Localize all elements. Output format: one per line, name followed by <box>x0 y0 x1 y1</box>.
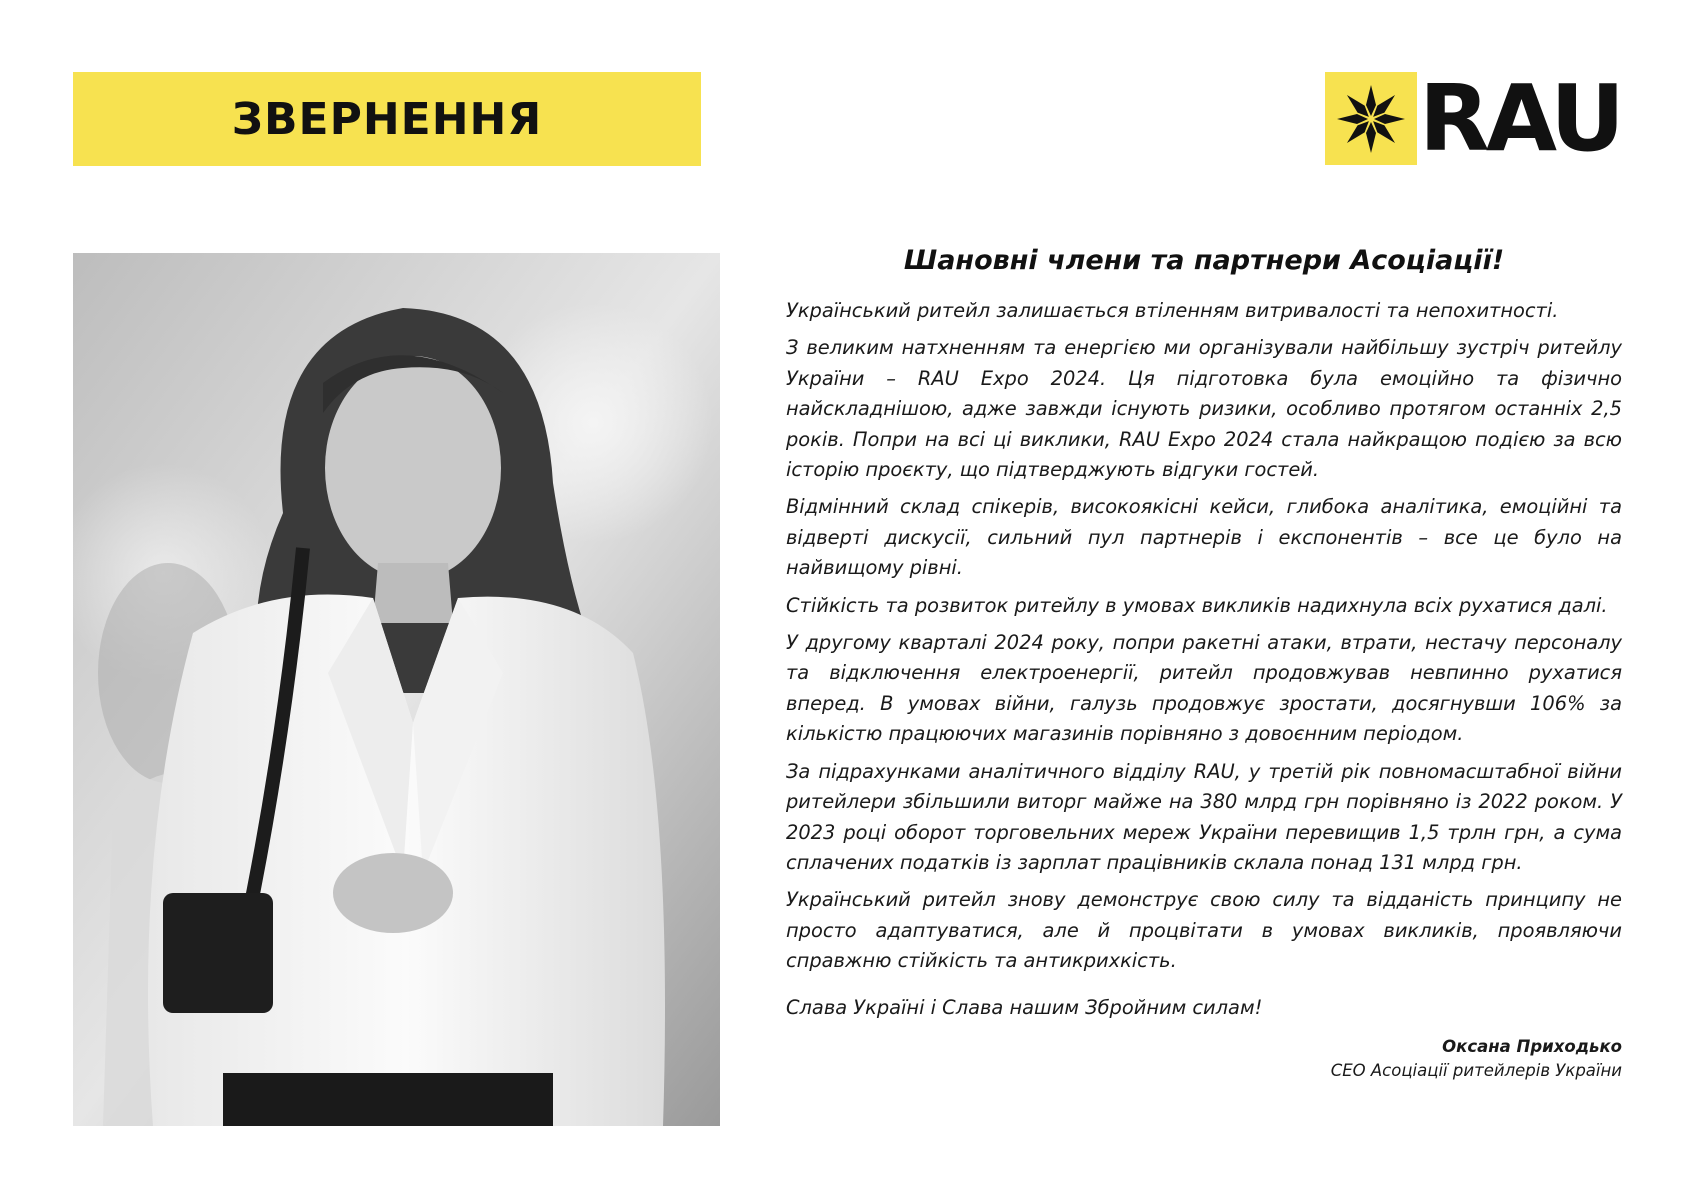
header-banner <box>73 72 701 166</box>
letter-closing: Слава Україні і Слава нашим Збройним силам! <box>786 995 1263 1019</box>
letter-body <box>786 245 1622 1083</box>
letter-paragraph: Український ритейл залишається втіленням витривалості та непохитності. <box>786 299 1559 322</box>
page-title: ЗВЕРНЕННЯ <box>231 93 543 145</box>
rau-logo <box>1325 64 1621 172</box>
letter-paragraph: За підрахунками аналітичного відділу RAU, у третій рік повномасштабної війни ритейлери збільшили виторг майже на 380 млрд грн порівняно із 2022 роком. У 2023 році оборот торговельних мереж України перевищив 1,5 трлн грн, а сума сплачених податків із зарплат працівників склала понад 131 млрд грн. <box>786 759 1622 874</box>
signature-role: CEO Асоціації ритейлерів України <box>1330 1060 1622 1080</box>
signature-name: Оксана Приходько <box>1442 1036 1622 1056</box>
letter-paragraph: Відмінний склад спікерів, високоякісні кейси, глибока аналітика, емоційні та відверті дискусії, сильний пул партнерів і експонентів – все це було на найвищому рівні. <box>786 495 1622 580</box>
letter-greeting: Шановні члени та партнери Асоціації! <box>903 245 1505 276</box>
letter-paragraph: Стійкість та розвиток ритейлу в умовах викликів надихнула всіх рухатися далі. <box>786 593 1608 617</box>
portrait-photo <box>73 253 720 1126</box>
eight-point-star-icon <box>1325 72 1417 165</box>
letter-paragraph: З великим натхненням та енергією ми організували найбільшу зустріч ритейлу України – RAU Expo 2024. Ця підготовка була емоційно та фізично найскладнішою, адже завжди існують ризики, особливо протягом останніх 2,5 років. Попри на всі ці виклики, RAU Expo 2024 стала найкращою подією за всю історію проєкту, що підтверджують відгуки гостей. <box>786 336 1622 482</box>
letter-paragraph: Український ритейл знову демонструє свою силу та відданість принципу не просто адаптуватися, але й процвітати в умовах викликів, проявляючи справжню стійкість та антикрихкість. <box>786 888 1622 973</box>
letter-paragraph: У другому кварталі 2024 року, попри ракетні атаки, втрати, нестачу персоналу та відключення електроенергії, ритейл продовжував невпинно рухатися вперед. В умовах війни, галузь продовжує зростати, досягнувши 106% за кількістю працюючих магазинів порівняно з довоєнним періодом. <box>786 631 1622 746</box>
logo-wordmark: RAU <box>1419 64 1621 172</box>
